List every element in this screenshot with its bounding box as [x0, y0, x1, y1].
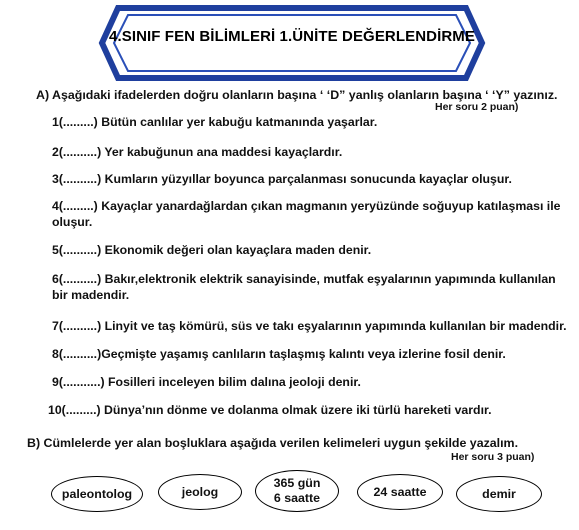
question-item [52, 198, 572, 230]
section-b-heading: B) Cümlelerde yer alan boşluklara aşağıda verilen kelimeleri uygun şekilde yazalım. [27, 436, 519, 450]
question-text: Bakır,elektronik elektrik sanayisinde, mutfak eşyalarının yapımında kullanılan bir madendir. [52, 272, 556, 302]
question-number-blank: 2(..........) [52, 145, 102, 159]
question-item [52, 318, 572, 334]
question-number-blank: 6(..........) [52, 272, 102, 286]
question-number-blank: 7(..........) [52, 319, 102, 333]
question-number-blank: 8(..........) [52, 347, 102, 361]
word-chip: 24 saatte [357, 474, 443, 510]
question-item [52, 114, 572, 130]
word-chip: demir [456, 476, 542, 512]
question-text: Yer kabuğunun ana maddesi kayaçlardır. [101, 145, 343, 159]
question-number-blank: 1(.........) [52, 115, 98, 129]
section-a-points: Her soru 2 puan) [435, 101, 519, 113]
question-text: Linyit ve taş kömürü, süs ve takı eşyalarının yapımında kullanılan bir madendir. [101, 319, 567, 333]
word-bank [0, 466, 579, 522]
question-text: Dünya’nın dönme ve dolanma olmak üzere iki türlü hareketi vardır. [100, 403, 492, 417]
question-item [48, 402, 568, 418]
question-text: Kayaçlar yanardağlardan çıkan magmanın yeryüzünde soğuyup katılaşması ile oluşur. [52, 199, 561, 229]
question-number-blank: 3(..........) [52, 172, 102, 186]
question-item [52, 171, 572, 187]
title-banner [98, 0, 486, 86]
question-item [52, 374, 572, 390]
question-number-blank: 9(...........) [52, 375, 105, 389]
question-item [52, 242, 572, 258]
question-text: Bütün canlılar yer kabuğu katmanında yaşarlar. [97, 115, 378, 129]
page-title: 4.SINIF FEN BİLİMLERİ 1.ÜNİTE DEĞERLENDİRME [109, 28, 475, 45]
question-text: Kumların yüzyıllar boyunca parçalanması sonucunda kayaçlar oluşur. [101, 172, 512, 186]
question-item [52, 144, 572, 160]
word-chip: jeolog [158, 474, 242, 510]
question-text: Geçmişte yaşamış canlıların taşlaşmış kalıntı veya izlerine fosil denir. [101, 347, 506, 361]
question-text: Fosilleri inceleyen bilim dalına jeoloji denir. [104, 375, 361, 389]
question-number-blank: 10(.........) [48, 403, 101, 417]
section-b-points: Her soru 3 puan) [451, 451, 535, 463]
section-a-heading: A) Aşağıdaki ifadelerden doğru olanların başına ‘ ‘D” yanlış olanların başına ‘ ‘Y” yazınız. [36, 88, 558, 102]
question-text: Ekonomik değeri olan kayaçlara maden denir. [101, 243, 372, 257]
word-chip: paleontolog [51, 476, 143, 512]
question-item [52, 271, 572, 303]
question-item [52, 346, 572, 362]
word-chip: 365 gün 6 saatte [255, 470, 339, 512]
question-number-blank: 5(..........) [52, 243, 102, 257]
question-number-blank: 4(.........) [52, 199, 98, 213]
